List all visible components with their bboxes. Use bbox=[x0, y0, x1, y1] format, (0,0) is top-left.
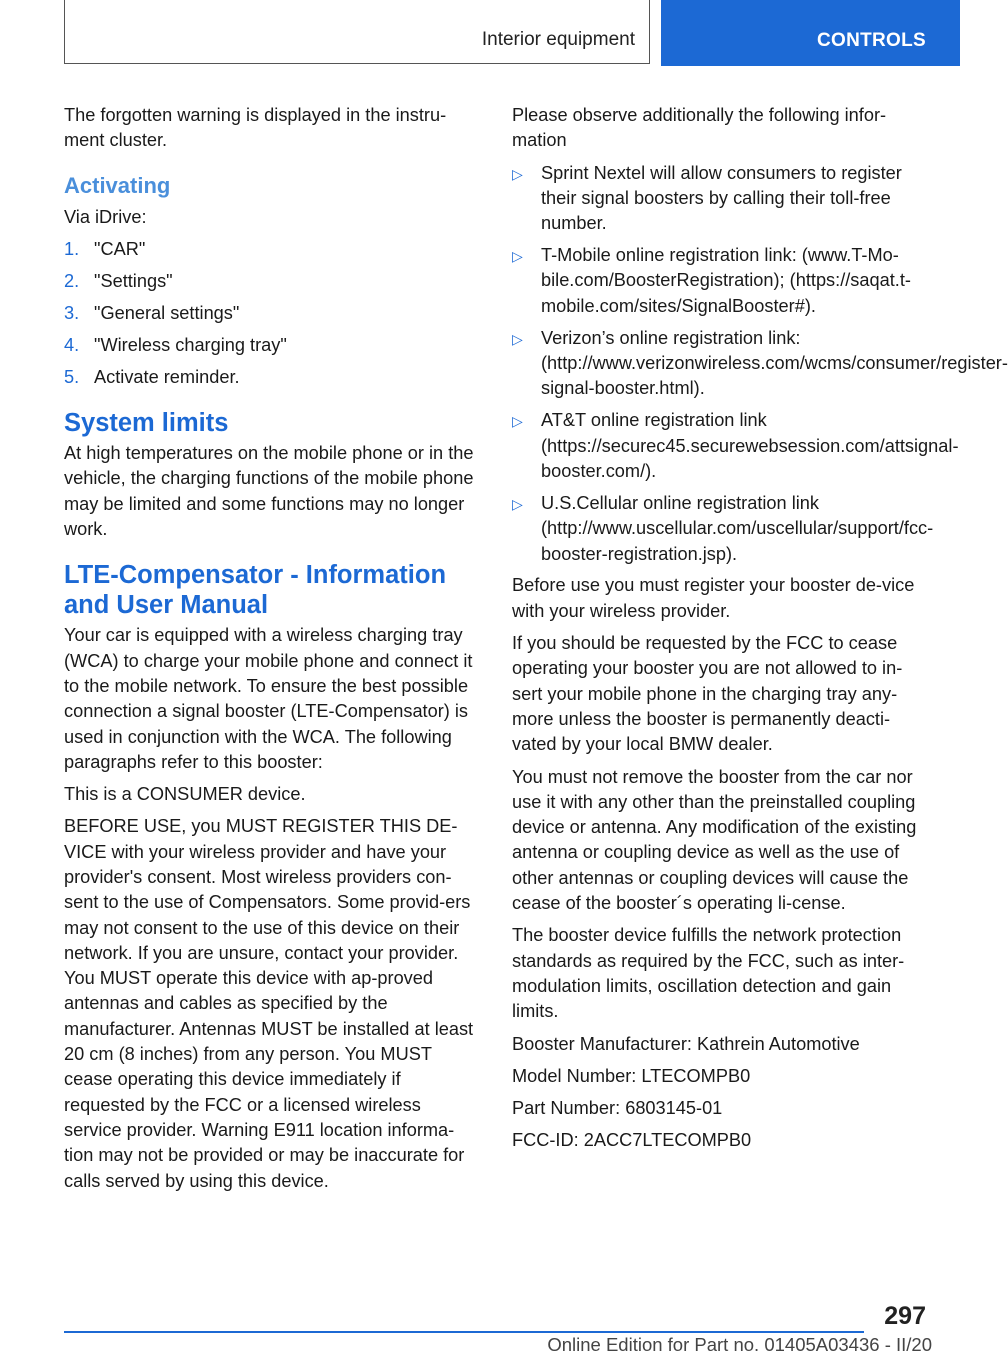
protection-standards-paragraph: The booster device fulfills the network protection standards as required by the FCC, such as inter-modulation limits, oscillation detection and gain limits. bbox=[512, 925, 905, 1022]
header-section-box bbox=[64, 0, 650, 64]
triangle-bullet-icon: ▷ bbox=[512, 330, 523, 347]
left-column bbox=[64, 103, 482, 1201]
list-item bbox=[512, 326, 1008, 402]
list-item bbox=[512, 161, 932, 237]
right-lead-paragraph: Please observe additionally the following infor-mation bbox=[512, 105, 887, 151]
footer-divider bbox=[64, 1331, 864, 1333]
activating-steps bbox=[64, 237, 482, 390]
registration-links-list bbox=[512, 161, 1008, 567]
bullet-text: U.S.Cellular online registration link (http://www.uscellular.com/uscellular/support/fcc-booster-registration.jsp). bbox=[541, 492, 934, 564]
system-limits-paragraph: At high temperatures on the mobile phone or in the vehicle, the charging functions of the mobile phone may be limited and some functions may no longer work. bbox=[64, 443, 474, 540]
bullet-text: AT&T online registration link (https://securec45.securewebsession.com/attsignal-booster.com/). bbox=[541, 410, 959, 481]
list-item bbox=[512, 243, 932, 319]
list-item bbox=[64, 365, 482, 390]
list-item bbox=[64, 237, 482, 262]
bullet-text: T-Mobile online registration link: (www.T-Mo-bile.com/BoosterRegistration); (https://saqat.t-mobile.com/sites/SignalBooster#). bbox=[541, 245, 911, 316]
header-chapter-title: CONTROLS bbox=[816, 30, 926, 51]
model-number-line: Model Number: LTECOMPB0 bbox=[512, 1065, 751, 1086]
lte-compensator-heading: LTE-Compensator - Information and User Manual bbox=[64, 561, 447, 620]
list-item bbox=[64, 269, 482, 294]
list-item bbox=[512, 491, 932, 567]
header-chapter-tab bbox=[661, 0, 960, 66]
step-number: 1. bbox=[64, 238, 80, 259]
activating-lead: Via iDrive: bbox=[64, 206, 147, 227]
bullet-text: Verizon’s online registration link: (http://www.verizonwireless.com/wcms/consumer/register-signal-booster.html). bbox=[541, 327, 1008, 399]
triangle-bullet-icon: ▷ bbox=[512, 165, 523, 182]
register-paragraph: Before use you must register your booster de-vice with your wireless provider. bbox=[512, 575, 915, 621]
step-text: "Wireless charging tray" bbox=[94, 334, 287, 355]
list-item bbox=[64, 301, 482, 326]
fcc-cease-paragraph: If you should be requested by the FCC to cease operating your booster you are not allowed to in-sert your mobile phone in the charging tray any-more unless the booster is permanently deacti-vated by your local BMW dealer. bbox=[512, 633, 903, 755]
step-text: "Settings" bbox=[94, 270, 173, 291]
list-item bbox=[512, 408, 959, 484]
page-number: 297 bbox=[884, 1302, 926, 1330]
lte-paragraph-1: Your car is equipped with a wireless charging tray (WCA) to charge your mobile phone and connect it to the mobile network. To ensure the best possible connection a signal booster (LTE-Compensator) is used in conjunction with the WCA. The following paragraphs refer to this booster: bbox=[64, 625, 473, 772]
step-number: 2. bbox=[64, 270, 80, 291]
step-text: Activate reminder. bbox=[94, 366, 240, 387]
triangle-bullet-icon: ▷ bbox=[512, 413, 523, 430]
fcc-id-line: FCC-ID: 2ACC7LTECOMPB0 bbox=[512, 1130, 752, 1151]
header-section-title: Interior equipment bbox=[481, 29, 635, 50]
activating-heading: Activating bbox=[64, 172, 171, 198]
part-number-line: Part Number: 6803145-01 bbox=[512, 1098, 723, 1119]
manufacturer-line: Booster Manufacturer: Kathrein Automotive bbox=[512, 1033, 860, 1054]
lte-paragraph-3: BEFORE USE, you MUST REGISTER THIS DE-VICE with your wireless provider and have your provider's consent. Most wireless providers con-sent to the use of Compensators. Some provid-ers may not consent to the use of this device on their network. If you are unsure, contact your provider. You MUST operate this device with ap-proved antennas and cables as specified by the manufacturer. Antennas MUST be installed at least 20 cm (8 inches) from any person. You MUST cease operating this device immediately if requested by the FCC or a licensed wireless service provider. Warning E911 location informa-tion may not be provided or may be inaccurate for calls served by using this device. bbox=[64, 816, 474, 1191]
edition-footer: Online Edition for Part no. 01405A03436 - II/20 bbox=[547, 1334, 932, 1355]
bullet-text: Sprint Nextel will allow consumers to register their signal boosters by calling their toll-free number. bbox=[541, 162, 902, 234]
triangle-bullet-icon: ▷ bbox=[512, 495, 523, 512]
step-number: 5. bbox=[64, 366, 80, 387]
list-item bbox=[64, 333, 482, 358]
removal-paragraph: You must not remove the booster from the car nor use it with any other than the preinstalled coupling device or antenna. Any modification of the existing antenna or coupling device as well as the use of other antennas or coupling devices will cause the cease of the booster´s operating li-cense. bbox=[512, 766, 917, 914]
step-text: "General settings" bbox=[94, 302, 240, 323]
step-number: 4. bbox=[64, 334, 80, 355]
triangle-bullet-icon: ▷ bbox=[512, 248, 523, 265]
system-limits-heading: System limits bbox=[64, 409, 229, 438]
step-text: "CAR" bbox=[94, 238, 146, 259]
intro-paragraph: The forgotten warning is displayed in the instru-ment cluster. bbox=[64, 105, 447, 151]
lte-paragraph-2: This is a CONSUMER device. bbox=[64, 784, 306, 805]
step-number: 3. bbox=[64, 302, 80, 323]
right-column bbox=[512, 103, 1008, 1161]
